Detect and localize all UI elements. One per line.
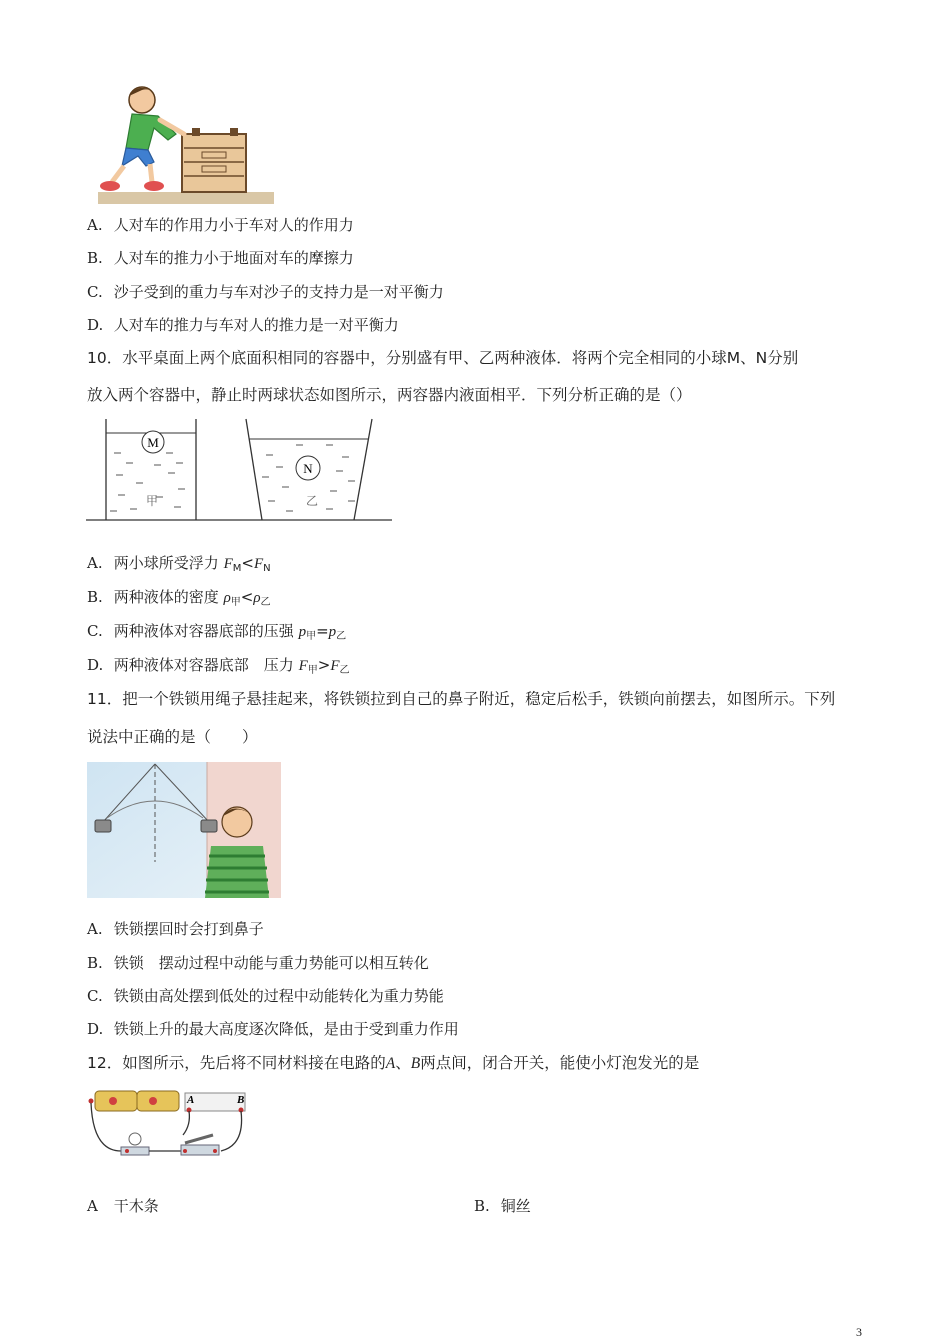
question-10-stem: 10．水平桌面上两个底面积相同的容器中，分别盛有甲、乙两种液体．将两个完全相同的小球M、N分别 bbox=[87, 349, 799, 367]
ball-n-label: N bbox=[303, 461, 313, 476]
containers-figure bbox=[86, 415, 396, 525]
option-c[interactable]: C. 铁锁由高处摆到低处的过程中动能转化为重力势能 bbox=[87, 987, 444, 1005]
option-d[interactable]: D. 人对车的推力与车对人的推力是一对平衡力 bbox=[87, 316, 399, 334]
point-b-label: B bbox=[237, 1094, 245, 1106]
option-b[interactable]: B. 人对车的推力小于地面对车的摩擦力 bbox=[87, 249, 354, 267]
question-12-stem: 12．如图所示，先后将不同材料接在电路的A、B两点间，闭合开关，能使小灯泡发光的是 bbox=[87, 1054, 700, 1072]
option-a[interactable]: A. 两小球所受浮力 $F_M<F_N$ bbox=[87, 554, 271, 574]
option-b[interactable]: B. 铁锁 摆动过程中动能与重力势能可以相互转化 bbox=[87, 954, 429, 972]
option-c[interactable]: C. 两种液体对容器底部的压强 $p_甲=p_乙$ bbox=[87, 622, 347, 642]
option-d[interactable]: D. 铁锁上升的最大高度逐次降低，是由于受到重力作用 bbox=[87, 1020, 459, 1038]
option-b[interactable]: B. 两种液体的密度 $\rho_甲<\rho_乙$ bbox=[87, 588, 271, 608]
page-number: 3 bbox=[856, 1325, 862, 1339]
boy-pushing-cart-figure bbox=[98, 82, 274, 206]
option-d[interactable]: D. 两种液体对容器底部 压力 $F_甲>F_乙$ bbox=[87, 656, 350, 676]
option-a[interactable]: A. 铁锁摆回时会打到鼻子 bbox=[87, 920, 264, 938]
question-11-stem-cont: 说法中正确的是（ ） bbox=[87, 728, 258, 746]
ball-m-label: M bbox=[147, 435, 159, 450]
liquid-jia-label: 甲 bbox=[145, 494, 159, 508]
circuit-figure bbox=[87, 1085, 253, 1165]
option-b[interactable]: B. 铜丝 bbox=[474, 1197, 531, 1215]
option-a[interactable]: A 干木条 bbox=[87, 1197, 159, 1215]
question-10-stem-cont: 放入两个容器中，静止时两球状态如图所示，两容器内液面相平．下列分析正确的是（） bbox=[87, 386, 692, 404]
option-a[interactable]: A. 人对车的作用力小于车对人的作用力 bbox=[87, 216, 354, 234]
question-11-stem: 11．把一个铁锁用绳子悬挂起来，将铁锁拉到自己的鼻子附近，稳定后松手，铁锁向前摆去，如图所示。下列 bbox=[87, 690, 836, 708]
pendulum-lock-figure bbox=[87, 762, 281, 898]
option-c[interactable]: C. 沙子受到的重力与车对沙子的支持力是一对平衡力 bbox=[87, 283, 444, 301]
point-a-label: A bbox=[187, 1094, 195, 1106]
liquid-yi-label: 乙 bbox=[305, 494, 319, 508]
